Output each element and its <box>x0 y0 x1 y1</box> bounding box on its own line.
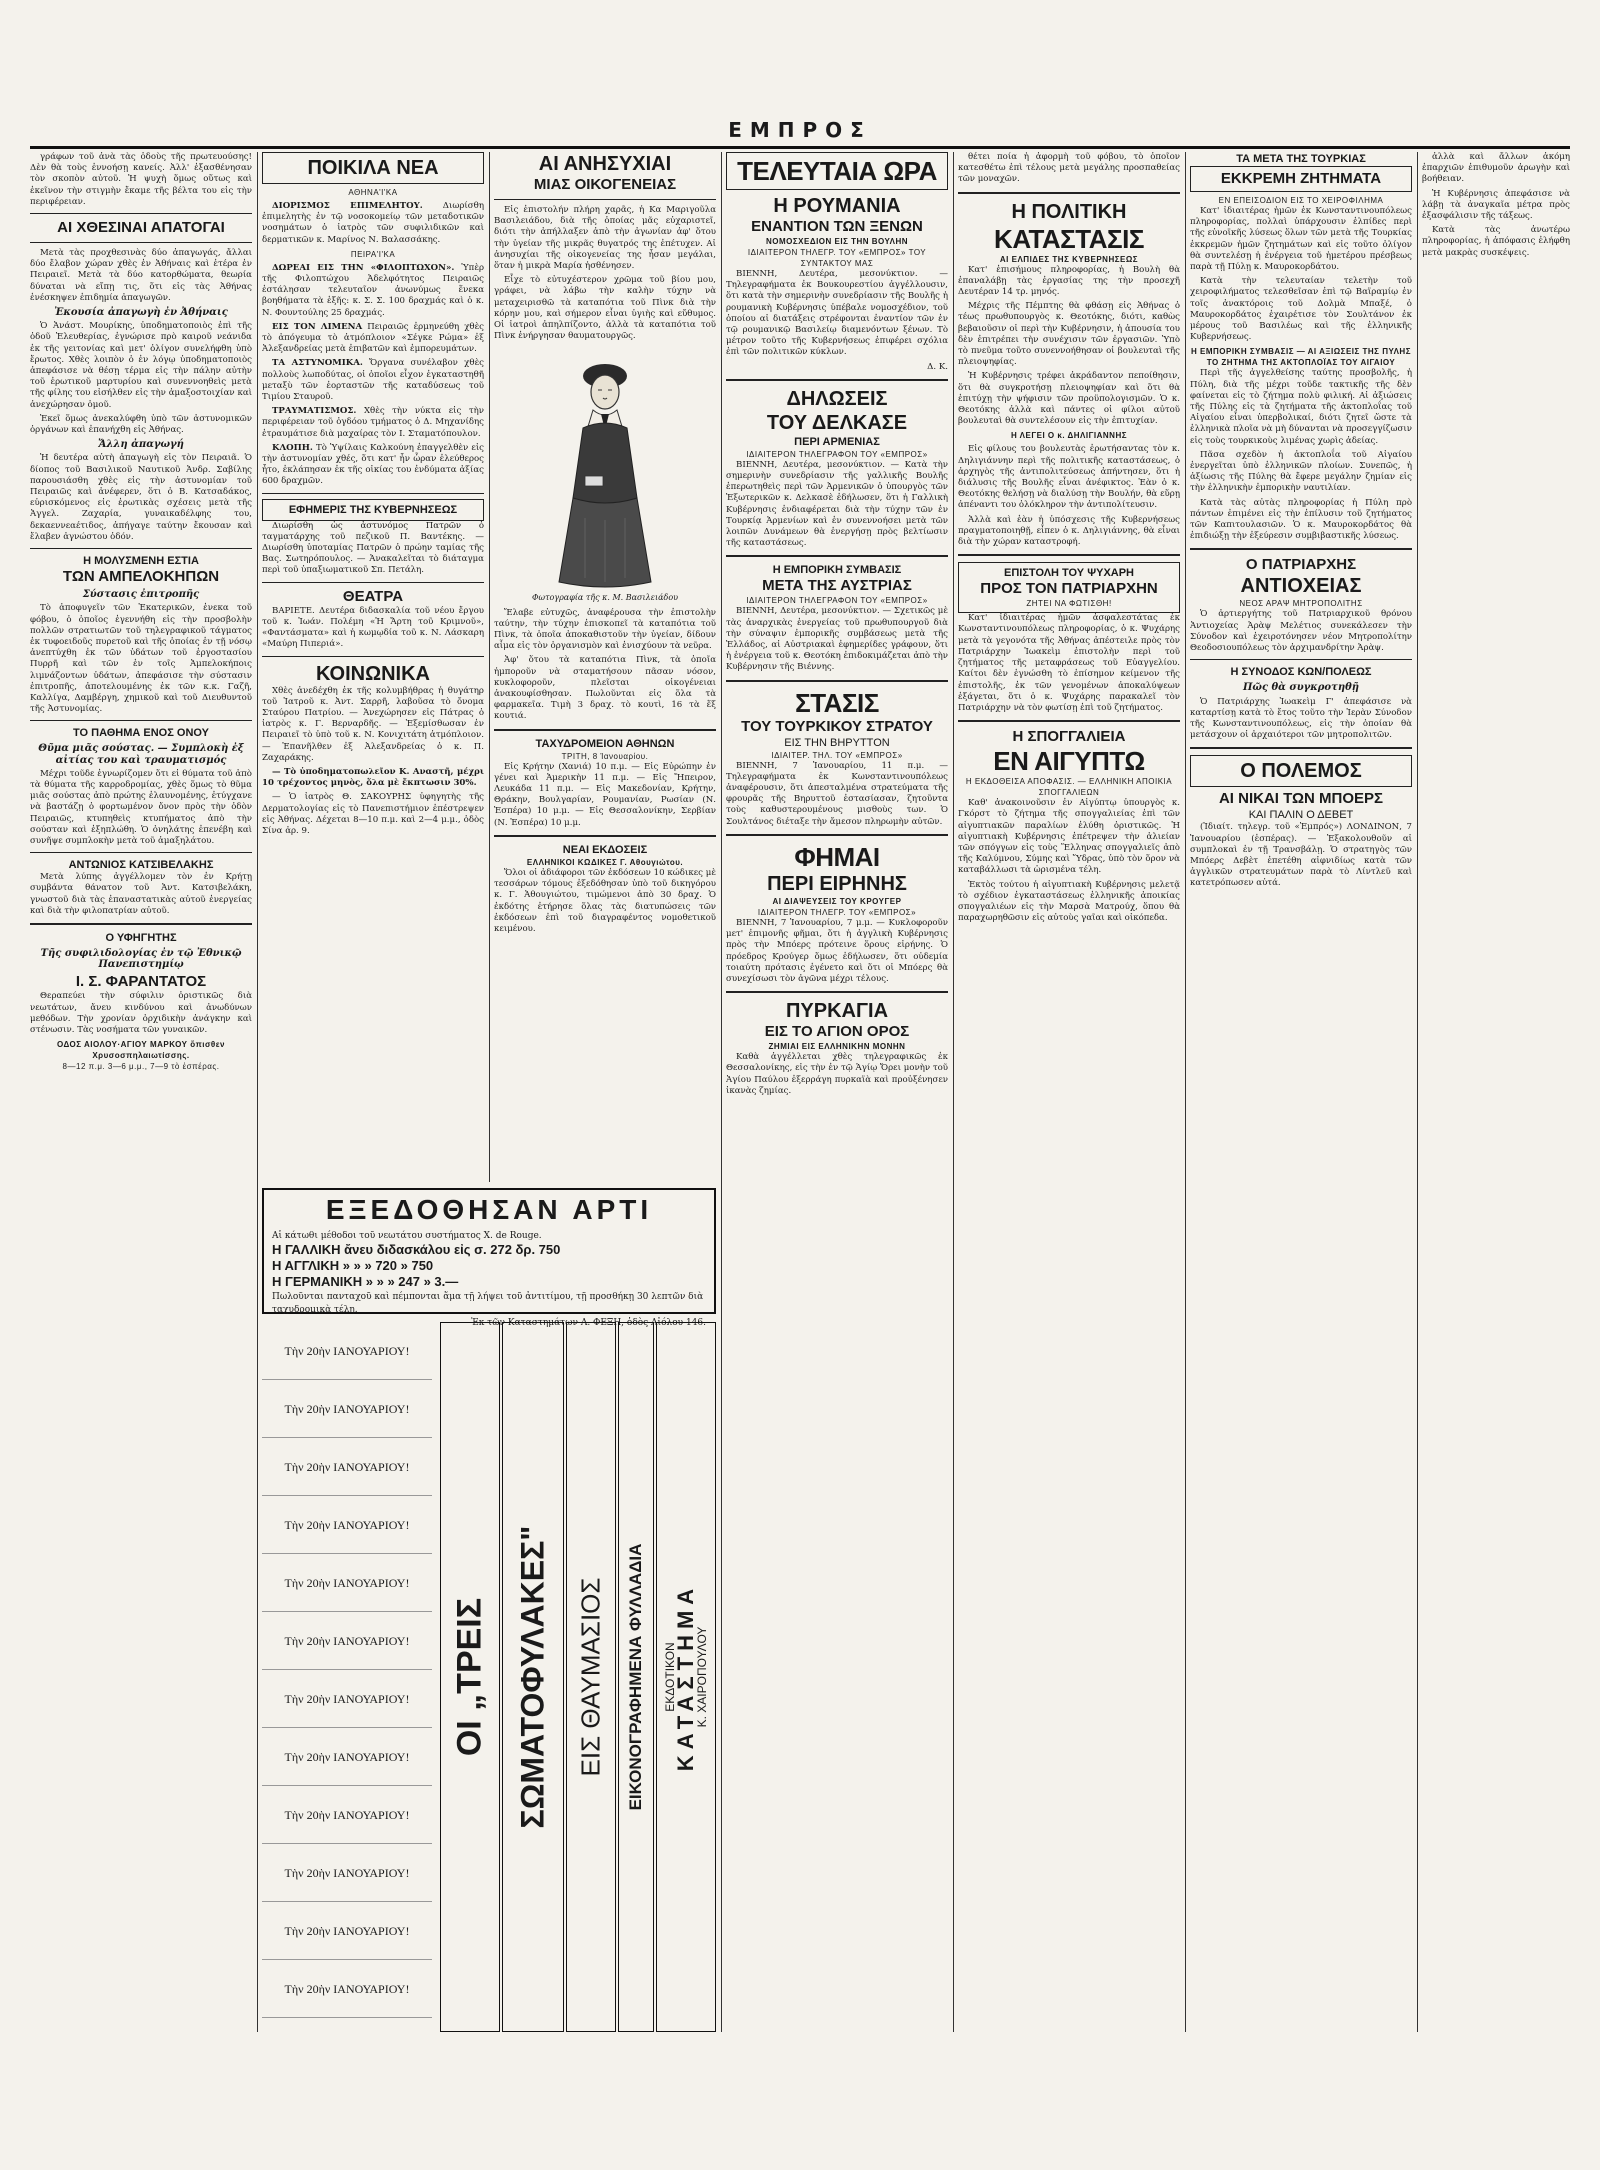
headline: ΤΟ ΠΑΘΗΜΑ ΕΝΟΣ ΟΝΟΥ <box>73 727 209 740</box>
ad-note: Πωλοῦνται πανταχοῦ καὶ πέμπονται ἅμα τῇ λήψει τοῦ ἀντιτίμου, τῇ προσθήκῃ 30 λεπτῶν διὰ ταχυδρομικὰ τέλη. <box>272 1292 704 1315</box>
item-key: ΤΑ ΑΣΤΥΝΟΜΙΚΑ. <box>272 358 363 369</box>
dispatch-label: ΙΔΙΑΙΤΕΡΟΝ ΤΗΛΕΓΡΑΦΟΝ ΤΟΥ «ΕΜΠΡΟΣ» <box>746 449 928 459</box>
headline: Ο ΥΦΗΓΗΤΗΣ <box>105 931 177 944</box>
masthead-title: ΕΜΠΡΟΣ <box>728 118 872 142</box>
article-text: ΒΙΕΝΝΗ, Δευτέρα, μεσονύκτιον. — Σχετικῶς μὲ τὰς ἀναρχικὰς ἐνεργείας τοῦ πρωθυπουργοῦ διὰ τὴν σύναψιν ἐμπορικῆς συμβάσεως μετὰ τῆς Ἑλλάδος, αἱ Αὐστριακαὶ ἐφημερίδες γράφουν, ὅτι ἡ ἐνέργεια τοῦ κ. Θεοτόκη ἐπιδοκιμάζεται ἀπὸ τὴν Κυβέρνησιν τῆς Βιέννης. <box>726 606 948 673</box>
article-text: Ἐκεῖ ὅμως ἀνεκαλύφθη ὑπὸ τῶν ἀστυνομικῶν ὀργάνων καὶ ἐπανήχθη εἰς Ἀθήνας. <box>30 413 252 436</box>
article-text: Κατ' ἐπισήμους πληροφορίας, ἡ Βουλὴ θὰ ἐπαναλάβῃ τὰς ἐργασίας της τὴν προσεχῆ Δευτέραν 14 τρ. μηνός. <box>958 264 1180 298</box>
divider <box>494 835 716 837</box>
section-box <box>262 152 484 184</box>
date-announcement: Τὴν 20ὴν ΙΑΝΟΥΑΡΙΟΥ! <box>262 1670 432 1728</box>
article-text: — Ὁ ἰατρὸς Θ. ΣΑΚΟΥΡΗΣ ὑφηγητὴς τῆς Δερματολογίας εἰς τὸ Πανεπιστήμιον ἐπέστρεψεν εἰς Ἀθήνας. Δέχεται 8—10 π.μ. καὶ 2—4 μ.μ., ὁδὸς Σίνα ἀρ. 9. <box>262 792 484 836</box>
portrait-illustration <box>545 348 665 588</box>
headline: ΜΙΑΣ ΟΙΚΟΓΕΝΕΙΑΣ <box>533 176 677 193</box>
column-rule <box>1417 152 1418 2032</box>
article-text: Κατ' ἰδιαιτέρας ἡμῶν ἐκ Κωνσταντινουπόλεως πληροφορίας, πολλαὶ ὑπάρχουσιν ἐλπίδες περὶ τῆς εὐνοϊκῆς λύσεως ὅλων τῶν μετὰ τῆς Τουρκίας ἐκκρεμῶν ἡμῶν ζητημάτων καὶ εἰς τοῦτο ὀλίγον θὰ συντελέσῃ ἡ ἐνέργεια τοῦ ἡμετέρου πρέσβεως παρὰ τῇ Πύλῃ κ. Μαυροκορδάτου. <box>1190 206 1412 273</box>
article-text: Καθὰ ἀγγέλλεται χθὲς τηλεγραφικῶς ἐκ Θεσσαλονίκης, εἰς τὴν ἐν τῷ Ἁγίῳ Ὄρει μονὴν τοῦ Ἁγίου Παύλου ἐξερράγη πυρκαϊὰ καὶ προὐξένησεν ἱκανὰς ζημίας. <box>726 1052 948 1096</box>
date-announcement: Τὴν 20ὴν ΙΑΝΟΥΑΡΙΟΥ! <box>262 1902 432 1960</box>
vertical-ad-text: Κ. ΧΑΙΡΟΠΟΥΛΟΥ <box>695 1626 709 1728</box>
subheading: ΕΝ ΕΠΕΙΣΟΔΙΟΝ ΕΙΣ ΤΟ ΧΕΙΡΟΦΙΛΗΜΑ <box>1218 196 1384 205</box>
headline: ΠΕΡΙ ΕΙΡΗΝΗΣ <box>767 872 907 895</box>
subheading: Πῶς θὰ συγκροτηθῇ <box>1242 682 1360 694</box>
article-text: Πειραιῶς ἐρμηνεύθη χθὲς τὸ ἀπόγευμα τὸ ἀτμόπλοιον «Σέγκε Ρώμα» ἐξ Ἀλεξανδρείας μετὰ ἐπιβατῶν καὶ ἐμπορευμάτων. <box>262 321 484 355</box>
article-text: Ὄργανα συνέλαβον χθὲς πολλοὺς λωποδύτας, οἱ ὁποῖοι εἶχον ἐγκαταστηθῆ μεταξὺ τῶν ἐορταστῶν τῆς καταδύσεως τοῦ Τιμίου Σταυροῦ. <box>262 358 484 403</box>
date-announcement: Τὴν 20ὴν ΙΑΝΟΥΑΡΙΟΥ! <box>262 1728 432 1786</box>
vertical-ad-text: ΕΙΚΟΝΟΓΡΑΦΗΜΕΝΑ ΦΥΛΛΑΔΙΑ <box>626 1543 645 1811</box>
column-rule <box>721 152 722 2032</box>
divider <box>262 656 484 657</box>
image-caption: Φωτογραφία τῆς κ. Μ. Βασιλειάδου <box>531 593 679 603</box>
headline: Ο ΠΑΤΡΙΑΡΧΗΣ <box>1245 556 1357 574</box>
article-text: Κατ' ἰδιαιτέρας ἡμῶν ἀσφαλεστάτας ἐκ Κωνσταντινουπόλεως πληροφορίας, ὁ κ. Ψυχάρης μετὰ τὰ γεγονότα τῆς Ἀθήνας ἀπέστειλε πρὸς τὸν Πατριάρχην Ἰωακεὶμ ἐπιστολὴν περὶ τοῦ ζητήματος τῆς μεταφράσεως τοῦ Εὐαγγελίου. Καίτοι δὲν ἐγνώσθη τὸ ἐπίσημον κείμενον τῆς ἐπιστολῆς, ἐκ τῶν γενομένων ἀποκαλύψεων ἐξάγεται, ὅτι ὁ κ. Ψυχάρης παρακαλεῖ τὸν Πατριάρχην νὰ τὸν φωτίσῃ ἐπὶ τοῦ ζητήματος. <box>958 613 1180 713</box>
divider <box>726 379 948 381</box>
column-5 <box>958 152 1180 2032</box>
subheading: ΝΕΟΣ ΑΡΑΨ ΜΗΤΡΟΠΟΛΙΤΗΣ <box>1239 599 1363 609</box>
ad-title: ΕΞΕΔΟΘΗΣΑΝ ΑΡΤΙ <box>325 1194 653 1225</box>
headline: ΣΤΑΣΙΣ <box>795 687 879 718</box>
item-key: ΔΩΡΕΑΙ ΕΙΣ ΤΗΝ «ΦΙΛΟΠΤΩΧΟΝ». <box>272 262 455 273</box>
headline: Η ΣΥΝΟΔΟΣ ΚΩΝ/ΠΟΛΕΩΣ <box>1230 666 1372 679</box>
article-text: Ὁ Ἀνάστ. Μουρίκης, ὑποδηματοποιὸς ἐπὶ τῆς ὁδοῦ Ἐλευθερίας, ἐγνώρισε πρὸ καιροῦ νεάνιδα ἐκ τῆς γειτονίας καὶ μετ' ὀλίγον συνελήφθη ὑπὸ ἔρωτος. Χθὲς λοιπὸν ὁ ἐν λόγῳ ὑποδηματοποιὸς ἀπεφάσισε νὰ θέσῃ τέρμα εἰς τὴν πάλην αὐτὴν τοῦ ἐρωτικοῦ μαρτυρίου καὶ συνεννοηθεὶς μετὰ τῆς φίλης του εἰσήλθεν εἰς τὴν ἁμαξοστοιχίαν καὶ ἀνεχώρησαν ὁμοῦ. <box>30 321 252 410</box>
subheading: Ἐκουσία ἀπαγωγὴ ἐν Ἀθήναις <box>54 307 228 319</box>
vertical-ad-text: ΟΙ „ΤΡΕΙΣ <box>450 1597 489 1757</box>
ad-line: Η ΑΓΓΛΙΚΗ » » » 720 » 750 <box>272 1258 434 1273</box>
vertical-ad-publisher <box>656 1322 716 2032</box>
article-text: ΒΙΕΝΝΗ, Δευτέρα, μεσονύκτιον. — Τηλεγραφήματα ἐκ Βουκουρεστίου ἀγγέλλουσιν, ὅτι κατὰ τὴν σημερινὴν συνεδρίασιν τῆς Βουλῆς ἡ ρουμανικὴ Κυβέρνησις ὑπέβαλε νομοσχέδιον, τοῦ ὁποίου αἱ διατάξεις στρέφονται ἐναντίον τῶν ἐν τῷ ρουμανικῷ Βασιλείῳ διαμενόντων ξένων. Τὸ μέτρον τοῦτο τῆς Κυβερνήσεως ἐπιφέρει σχόλια ἐπὶ τῶν πολιτικῶν κύκλων. <box>726 269 948 358</box>
date-announcement: Τὴν 20ὴν ΙΑΝΟΥΑΡΙΟΥ! <box>262 1844 432 1902</box>
section-label: ΠΕΙΡΑ'Ι'ΚΑ <box>350 249 396 259</box>
headline: ΚΑΤΑΣΤΑΣΙΣ <box>994 223 1144 254</box>
article-text: Εἶχε τὸ εὐτυχέστερον χρῶμα τοῦ βίου μου, γράφει, νὰ λάβω τὴν καλὴν τύχην νὰ μεταχειρισθῶ τὰ καταπότια τοῦ Πὶνκ διὰ τὴν κόρην μου, καὶ σήμερον εἶναι ὑγιὴς καὶ εὔθυμος. Οἱ ἰατροὶ ἀπηλπίζοντο, ἀλλὰ τὰ καταπότια τοῦ Πὶνκ ἐνήργησαν θαυματουργῶς. <box>494 275 716 342</box>
headline: ΚΟΙΝΩΝΙΚΑ <box>315 662 430 685</box>
date-announcement: Τὴν 20ὴν ΙΑΝΟΥΑΡΙΟΥ! <box>262 1380 432 1438</box>
divider <box>494 729 716 731</box>
dispatch-label: ΙΔΙΑΙΤΕΡΟΝ ΤΗΛΕΓΡ. ΤΟΥ «ΕΜΠΡΟΣ» ΤΟΥ ΣΥΝΤΑΚΤΟΥ ΜΑΣ <box>747 248 927 268</box>
dispatch-label: ΙΔΙΑΙΤΕΡΟΝ ΤΗΛΕΓΡ. ΤΟΥ «ΕΜΠΡΟΣ» <box>757 907 917 917</box>
vertical-ad-text: ΕΚΔΟΤΙΚΟΝ <box>663 1642 677 1712</box>
divider <box>30 923 252 925</box>
address: ΟΔΟΣ ΑΙΟΛΟΥ·ΑΓΙΟΥ ΜΑΡΚΟΥ ὄπισθεν Χρυσοσπηλαιωτίσσης. <box>56 1040 225 1061</box>
date-announcement: Τὴν 20ὴν ΙΑΝΟΥΑΡΙΟΥ! <box>262 1786 432 1844</box>
column-rule <box>1185 152 1186 2032</box>
date-announcement: Τὴν 20ὴν ΙΑΝΟΥΑΡΙΟΥ! <box>262 1438 432 1496</box>
divider <box>726 680 948 682</box>
ad-line: Η ΓΕΡΜΑΝΙΚΗ » » » 247 » 3.— <box>272 1274 459 1289</box>
vertical-ad-text: ΚΑΤΑΣΤΗΜΑ <box>673 1582 698 1772</box>
article-text: Εἰς ἐπιστολήν πλήρη χαρᾶς, ἡ Κα Μαριγοῦλα Βασιλειάδου, διὰ τῆς ὁποίας μᾶς εὐχαριστεῖ, διότι τὴν ἀπήλλαξεν ἀπὸ τὴν ἀγωνίαν ἀφ' ὅτου τὴν ὑγείαν τῆς μικρᾶς θυγατρός της ἐπέτυχεν. Αἱ ἀνησυχίαι τῆς οἰκογενείας της ἦσαν μεγάλαι, ὅταν ἡ μικρὰ Μαρία ἠσθένησεν. <box>494 205 716 272</box>
subheading: ΑΙ ΕΛΠΙΔΕΣ ΤΗΣ ΚΥΒΕΡΝΗΣΕΩΣ <box>999 254 1139 264</box>
divider <box>262 493 484 494</box>
column-4 <box>726 152 948 2032</box>
headline: ΦΗΜΑΙ <box>794 841 880 872</box>
column-rule <box>489 152 490 1182</box>
headline: ΤΕΛΕΥΤΑΙΑ ΩΡΑ <box>726 152 948 190</box>
subheading: Τῆς συφιλιδολογίας ἐν τῷ Ἐθνικῷ Πανεπιστημίῳ <box>40 947 242 971</box>
headline: ΕΙΣ ΤΗΝ ΒΗΡΥΤΤΟΝ <box>784 736 890 749</box>
headline: ΔΗΛΩΣΕΙΣ <box>786 387 888 410</box>
article-text: γράφων τοῦ ἀνὰ τὰς ὁδοὺς τῆς πρωτευούσης! Δὲν θὰ τοὺς ἐννοήσῃ κανείς. Ἀλλ' ἐξασθένησαν τὸν σκοπὸν αὐτοῦ. Ἡ ψυχὴ ὅμως οὕτως καὶ ἐκεῖνον τὴν στιγμὴν ἔκαμε τῆς βέλτα του εἰς τὴν περιφέρειαν. <box>30 152 252 207</box>
headline: ΕΠΙΣΤΟΛΗ ΤΟΥ ΨΥΧΑΡΗ <box>1003 567 1135 580</box>
article-text: Ἀλλὰ καὶ ἐὰν ἡ ὑπόσχεσις τῆς Κυβερνήσεως πραγματοποιηθῇ, εἶπεν ὁ κ. Δηλιγιάννης, θὰ εἶναι διὰ τὴν χώραν καταστροφή. <box>958 514 1180 548</box>
divider <box>262 582 484 583</box>
article-text: Ὁ ἀρτιεργήτης τοῦ Πατριαρχικοῦ θρόνου Ἀντιοχείας Ἀρὰψ Μελέτιος συνεκάλεσεν τὴν Σύνοδον καὶ ἐχειροτόνησεν νέον Μητροπολίτην Θεοδοσιουπόλεως τὸν ἀρχιμανδρίτην Ἀρὰψ. <box>1190 609 1412 654</box>
headline: Ι. Σ. ΦΑΡΑΝΤΑΤΟΣ <box>75 973 207 991</box>
date-announcement: Τὴν 20ὴν ΙΑΝΟΥΑΡΙΟΥ! <box>262 1496 432 1554</box>
article-text: Μετὰ λύπης ἀγγέλλομεν τὸν ἐν Κρήτῃ συμβάντα θάνατον τοῦ Ἀντ. Κατσιβελάκη, γνωστοῦ διὰ τὰς ἐπαναστατικὰς αὐτοῦ ἐνεργείας καὶ διὰ τὴν φιλοπατρίαν αὐτοῦ. <box>30 872 252 916</box>
subheading: Η ΕΜΠΟΡΙΚΗ ΣΥΜΒΑΣΙΣ — ΑΙ ΑΞΙΩΣΕΙΣ ΤΗΣ ΠΥΛΗΣ <box>1190 347 1412 357</box>
vertical-ad-subtitle <box>618 1322 654 2032</box>
article-text: Κατὰ τὴν τελευταίαν τελετὴν τοῦ χειροφιλήματος τελεσθεῖσαν ἐπὶ τῷ Βαϊραμίῳ ἐν τοῖς ἀνακτόροις τοῦ Δολμὰ Μπαξέ, ὁ Μαυροκορδάτος ἐχαιρέτισε τὸν Σουλτάνον ἐκ μέρους τοῦ Βασιλέως καὶ τῆς ἑλληνικῆς Κυβερνήσεως. <box>1190 276 1412 343</box>
subheading: ΤΟ ΖΗΤΗΜΑ ΤΗΣ ΑΚΤΟΠΛΟΪΑΣ ΤΟΥ ΑΙΓΑΙΟΥ <box>1206 358 1396 368</box>
signature: Δ. Κ. <box>927 361 948 372</box>
divider <box>726 834 948 836</box>
headline: ΠΡΟΣ ΤΟΝ ΠΑΤΡΙΑΡΧΗΝ <box>980 580 1158 598</box>
article-text: Τὸ ἀποφυγεῖν τῶν Ἐκατερικῶν, ἐνεκα τοῦ φόβου, ὁ ὁποῖος ἐγεννήθη εἰς τὴν προσβολὴν πολλῶν στρατιωτῶν τοῦ τηλεγραφικοῦ τάγματος ἐκ τυφοειδοῦς πυρετοῦ καὶ τῆς ὁποίας ἐν τῇ νόσῳ ἀνεπτύχθη ἐκ τῶν ὑδάτων τοῦ ἐργοστασίου Πυρρῆ καὶ τῶν ἐν τοῖς Ἀμπελοκήποις λιμνάζοντων ὑδάτων, ἀπεφάσισε τὴν σύστασιν ἐπιτροπῆς, ἀποτελουμένης ἐκ τῶν κ.κ. Γαζῆ, Καλλίγα, Δαμβέργη, χημικοῦ καὶ τοῦ Διευθυντοῦ τῆς Ἀστυνομίας. <box>30 603 252 715</box>
article-text: ΒΙΕΝΝΗ, 7 Ἰανουαρίου, 7 μ.μ. — Κυκλοφοροῦν μετ' ἐπιμονῆς φῆμαι, ὅτι ἡ ἀγγλικὴ Κυβέρνησις πρὸς τὴν Μπόερς πρότεινε ὅρους εἰρήνης. Ὁ πρόεδρος Κρούγερ ὅμως ἐδήλωσεν, ὅτι οὐδεμία τοιαύτη πρότασις ἐγένετο καὶ ὅτι οἱ Μπόερς θὰ συνεχίσωσι τὸν ἀγῶνα μέχρι τέλους. <box>726 917 948 984</box>
article-text: Καθ' ἀνακοινοῦσιν ἐν Αἰγύπτῳ ὑπουργὸς κ. Γκόρστ τὸ ζήτημα τῆς σπογγαλιείας ἐπὶ τῶν αἰγυπτιακῶν παραλίων ἐλύθη ὁριστικῶς. Ἡ αἰγυπτιακὴ Κυβέρνησις ἐπέτρεψεν τὴν ἁλιείαν τῶν σπόγγων εἰς τοὺς Ἕλληνας σπογγαλιεῖς ἀπὸ τῆς Καλύμνου, Σύμης καὶ Ὕδρας, ὑπὸ τὸν ὅρον νὰ καταβάλλωσι τὰ ὡρισμένα τέλη. <box>958 798 1180 876</box>
article-text: Ἐκτὸς τούτου ἡ αἰγυπτιακὴ Κυβέρνησις μελετᾷ τὸ σχέδιον ἐγκαταστάσεως ἑλληνικῆς ἀποικίας σπογγαλιέων εἰς τὴν Μαρσὰ Ματρούχ, ὅπου θὰ παραχωρηθῶσιν εἰς αὐτοὺς γαῖαι καὶ οἰκόπεδα. <box>958 879 1180 924</box>
section-box <box>958 562 1180 613</box>
headline: ΚΑΙ ΠΑΛΙΝ Ο ΔΕΒΕΤ <box>1248 809 1354 822</box>
subheading: ΕΛΛΗΝΙΚΟΙ ΚΩΔΙΚΕΣ Γ. Αθουγιώτου. <box>526 857 684 867</box>
subheading: ΖΗΜΙΑΙ ΕΙΣ ΕΛΛΗΝΙΚΗΝ ΜΟΝΗΝ <box>768 1042 906 1052</box>
column-1 <box>30 152 252 2032</box>
divider <box>30 548 252 549</box>
article-text: Ὁ Πατριάρχης Ἰωακεὶμ Γ' ἀπεφάσισε νὰ καταρτίσῃ κατὰ τὸ ἔτος τοῦτο τὴν Ἱερὰν Σύνοδον τῆς Κωνσταντινουπόλεως, εἰς τὴν ὁποίαν θὰ μετάσχουν οἱ ἀρχαιότεροι τῶν μητροπολιτῶν. <box>1190 696 1412 741</box>
headline: Η ΜΟΛΥΣΜΕΝΗ ΕΣΤΙΑ <box>83 555 199 568</box>
vertical-ad-text: ΣΩΜΑΤΟΦΥΛΑΚΕΣ" <box>514 1525 551 1829</box>
divider <box>726 991 948 993</box>
headline: ΑΙ ΑΝΗΣΥΧΙΑΙ <box>538 153 672 175</box>
article-text: ἀλλὰ καὶ ἄλλων ἀκόμη ἐπαρχιῶν ἐπιθυμοῦν ἀρωγὴν καὶ βοήθειαν. <box>1422 152 1570 185</box>
headline: ΝΕΑΙ ΕΚΔΟΣΕΙΣ <box>562 843 648 856</box>
column-2 <box>262 152 484 1182</box>
vertical-ad-title <box>440 1322 500 2032</box>
headline: Ο ΠΟΛΕΜΟΣ <box>1190 755 1412 787</box>
article-text: Πᾶσα σχεδὸν ἡ ἀκτοπλοΐα τοῦ Αἰγαίου ἐνεργεῖται ὑπὸ ἑλληνικῶν πλοίων. Συνεπῶς, ἡ ἀξίωσις τῆς Πύλης θὰ ἔφερε μεγάλην ζημίαν εἰς τὴν ἑλληνικὴν ἐμπορικὴν ναυτιλίαν. <box>1190 449 1412 494</box>
ad-seller: Ἐκ τῶν Καταστημάτων Α. ΦΕΞΗ, ὁδὸς Αἰόλου 146. <box>471 1318 706 1328</box>
headline: ΑΙ ΧΘΕΣΙΝΑΙ ΑΠΑΤΟΓΑΙ <box>57 219 225 237</box>
article-text: ΒΙΕΝΝΗ, 7 Ἰανουαρίου, 11 π.μ. — Τηλεγραφήματα ἐκ Κωνσταντινουπόλεως ἀναφέρουσιν, ὅτι ἀπεσταλμένα στρατεύματα τῆς φρουρᾶς τῆς Βηρυττοῦ ἐστασίασαν, ζητοῦντα τοὺς καθυστερουμένους μισθοὺς των. Ὁ Σουλτάνος διέταξε τὴν ἄμεσον πληρωμὴν αὐτῶν. <box>726 760 948 827</box>
divider <box>1190 747 1412 749</box>
article-text: Μέχρις τῆς Πέμπτης θὰ φθάσῃ εἰς Ἀθήνας ὁ τέως πρωθυπουργὸς κ. Θεοτόκης, διότι, καθὼς βεβαιοῦσιν οἱ περὶ τὴν Κυβέρνησιν, ἡ ἀπουσία του δὲν ἐπιτρέπει τὴν συνέχισιν τῶν ἐργασιῶν. Ὑπὸ τὸ πνεῦμα τοῦτο συνεννοήθησαν οἱ βουλευταὶ τῆς πλειοψηφίας. <box>958 301 1180 368</box>
headline: ΑΝΤΙΟΧΕΙΑΣ <box>1240 575 1362 598</box>
date-line: ΤΡΙΤΗ, 8 Ἰανουαρίου. <box>561 751 649 761</box>
headline: ΤΑ ΜΕΤΑ ΤΗΣ ΤΟΥΡΚΙΑΣ <box>1236 153 1366 165</box>
headline: ΠΟΙΚΙΛΑ ΝΕΑ <box>307 157 439 179</box>
section-label: ΑΘΗΝΑ'Ι'ΚΑ <box>348 188 398 197</box>
article-text: Ἡ Κυβέρνησις ἀπεφάσισε νὰ λάβῃ τὰ ἀναγκαῖα μέτρα πρὸς ἐξασφάλισιν τῆς τάξεως. <box>1422 188 1570 222</box>
vertical-ad-title <box>502 1322 564 2032</box>
article-text: ΒΙΕΝΝΗ, Δευτέρα, μεσονύκτιον. — Κατὰ τὴν σημερινὴν συνεδρίασιν τῆς γαλλικῆς Βουλῆς ἐπερωτηθεὶς περὶ τῶν Ἀρμενικῶν ὁ ὑπουργὸς τῶν Ἐξωτερικῶν κ. Δελκασὲ ἐδήλωσεν, ὅτι ἡ Γαλλικὴ Κυβέρνησις ἐνδιαφέρεται διὰ τὴν τύχην τῶν ἐν Τουρκίᾳ Ἀρμενίων καὶ ἐν συνεννοήσει μετὰ τῶν λοιπῶν Δυνάμεων θὰ ἐνεργήσῃ πρὸς βελτίωσιν τῆς καταστάσεως. <box>726 459 948 549</box>
item-key: ΕΙΣ ΤΟΝ ΛΙΜΕΝΑ <box>272 321 363 332</box>
subheading: Η ΕΚΔΟΘΕΙΣΑ ΑΠΟΦΑΣΙΣ. — ΕΛΛΗΝΙΚΗ ΑΠΟΙΚΙΑ ΣΠΟΓΓΑΛΙΕΩΝ <box>965 777 1173 798</box>
headline: ΠΥΡΚΑΓΙΑ <box>785 1000 889 1023</box>
article-text: Ὅλοι οἱ ἀδιάφοροι τῶν ἐκδόσεων 10 κώδικες μὲ τεσσάρων τόμους ἐξεδόθησαν ὑπὸ τοῦ δικηγόρου κ. Γ. Ἀθουγιώτου, τιμώμενοι ἀπὸ 30 δραχ. Ὁ ἐκδότης ἐτήρησε ὅλας τὰς διατυπώσεις τῶν ἐκδόσεων ἐπὶ τοῦ διαγραφέντος νομοθετικοῦ κειμένου. <box>494 867 716 934</box>
article-text: Μέχρι τοῦδε ἐγνωρίζομεν ὅτι εἰ θύματα τοῦ ἀπὸ τὰ θύματα τῆς καρροδρομίας, χθὲς ὅμως τὸ θῦμα μιᾶς σούστας ἀπὸ πρώτης ἐλαυνομένης, ἐτύγχανε νὰ βαστάζῃ ὁ φορτωμένον ὄνον πρὸς τὴν ὁδὸν Πειραιῶς, κτυπηθεὶς κτυπήματος ἀπὸ τὴν σούσταν καὶ ἐξηπλώθη. Ὁ ὀνηλάτης ἐπενέβη καὶ συνῆψε συμπλοκὴν μετὰ τοῦ ἁμαξηλάτου. <box>30 768 252 846</box>
article-text: (Ἰδιαίτ. τηλεγρ. τοῦ «Ἐμπρός») ΛΟΝΔΙΝΟΝ, 7 Ἰανουαρίου (ἑσπέρας). — Ἐξακολουθοῦν αἱ συμπλοκαὶ ἐν τῇ Τρανσβάλῃ. Ὁ στρατηγὸς τῶν Μπόερς Δεβὲτ ἐπετέθη αἰφνιδίως κατὰ τῶν ἀγγλικῶν στρατευμάτων παρὰ τὸ Λίντλεϋ καὶ κατετρόπωσεν αὐτά. <box>1190 822 1412 889</box>
article-text: Ἡ δευτέρα αὐτὴ ἀπαγωγὴ εἰς τὸν Πειραιᾶ. Ὁ δίοπος τοῦ Βασιλικοῦ Ναυτικοῦ Ἀνδρ. Σαβίλης παρουσιάσθη χθὲς εἰς τὴν ἀστυνομίαν τοῦ Πειραιῶς καὶ ἀνέφερεν, ὅτι ὁ Β. Κατσαδάκος, εὑρισκόμενος εἰς ἐρωτικὰς σχέσεις μετὰ τῆς Ἀγγελ. Ζαχαρία, γυναικαδέλφης του, δεκαεννεαέτιδος, ἀπήγαγε ταύτην ἔκουσαν καὶ ἔλαβεν ἀγνώστου ὁδόν. <box>30 453 252 542</box>
headline: ΜΕΤΑ ΤΗΣ ΑΥΣΤΡΙΑΣ <box>762 577 912 595</box>
date-announcement: Τὴν 20ὴν ΙΑΝΟΥΑΡΙΟΥ! <box>262 1554 432 1612</box>
headline: ΤΩΝ ΑΜΠΕΛΟΚΗΠΩΝ <box>62 568 220 586</box>
article-text: Θεραπεύει τὴν σύφιλιν ὁριστικῶς διὰ νεωτάτων, ἄνευ κινδύνου καὶ ἀνωδύνων μεθόδων. Τὴν χρονίαν ὀρχιδικὴν ἀνάγκην καὶ στένωσιν. Τὰς νοσήματα τῶν γυναικῶν. <box>30 991 252 1035</box>
subheading: Σύστασις ἐπιτροπῆς <box>82 589 200 601</box>
headline: Η ΠΟΛΙΤΙΚΗ <box>1011 200 1127 223</box>
headline: Η ΡΟΥΜΑΝΙΑ <box>773 195 901 217</box>
headline: ΤΑΧΥΔΡΟΜΕΙΟΝ ΑΘΗΝΩΝ <box>535 737 675 750</box>
article-text: θέτει ποία ἡ ἀφορμὴ τοῦ φόβου, τὸ ὁποῖον κατεσθέτω ἐπὶ τέλους μετὰ μεγάλης προσπαθείας τῶν μοναχῶν. <box>958 152 1180 185</box>
item-key: ΤΡΑΥΜΑΤΙΣΜΟΣ. <box>272 406 357 417</box>
subheading: Η ΛΕΓΕΙ Ο κ. ΔΗΛΙΓΙΑΝΝΗΣ <box>1010 431 1128 441</box>
headline: ΕΚΚΡΕΜΗ ΖΗΤΗΜΑΤΑ <box>1190 166 1412 192</box>
article-text: Κατὰ τὰς αὐτὰς πληροφορίας ἡ Πύλη πρὸ πάντων ἐπιμένει εἰς τὴν ἐπίλυσιν τοῦ ζητήματος τῶν Καπιτουλασιῶν. Ὁ κ. Μαυροκορδάτος θὰ ἐπιδιώξῃ τὴν ἐξεύρεσιν συμβιβαστικῆς λύσεως. <box>1190 497 1412 542</box>
headline: Η ΕΜΠΟΡΙΚΗ ΣΥΜΒΑΣΙΣ <box>772 564 902 577</box>
subheading: ΝΟΜΟΣΧΕΔΙΟΝ ΕΙΣ ΤΗΝ ΒΟΥΛΗΝ <box>765 237 909 246</box>
divider <box>958 554 1180 556</box>
divider <box>494 199 716 200</box>
article-text: Χθὲς ἀνεδέχθη ἐκ τῆς κολυμβήθρας ἡ θυγάτηρ τοῦ Ἰατροῦ κ. Ἀντ. Σαρρῆ, λαβοῦσα τὸ ὄνομα Σταύρου Πατρίου. — Ἀνεχώρησεν εἰς Πάτρας ὁ ἰατρὸς κ. Γ. Βερναρδῆς. — Ἐξεμίσθωσαν ἐν Πειραιεῖ τὸ ὑπὸ τοῦ κ. Ν. Κονιχιτάτη ἀτμόπλοιον. — Ἐπανῆλθεν ἐξ Ἀλεξανδρείας ὁ κ. Π. Ζαχαράκης. <box>262 685 484 763</box>
dispatch-label: ΙΔΙΑΙΤΕΡ. ΤΗΛ. ΤΟΥ «ΕΜΠΡΟΣ» <box>771 750 903 760</box>
date-announcement-list <box>262 1322 432 2032</box>
article-text: Μετὰ τὰς προχθεσινὰς δύο ἀπαγωγάς, ἄλλαι δύο ἔλαβον χώραν χθὲς ἐν Ἀθήναις καὶ ἑτέρα ἐν Πειραιεῖ. Μετὰ τὰ δύο κατορθώματα, θεωρία δύναται νὰ εἴπῃ τις, ὅτι εἰς τὰς Ἀθήνας ἐνέσκηψεν ἐπιδημία ἀπαγωγῶν. <box>30 248 252 303</box>
vertical-ad-subtitle <box>566 1322 616 2032</box>
article-text: Περὶ τῆς ἀγγελθείσης ταύτης προσβολῆς, ἡ Πύλη, διὰ τῆς μέχρι τοῦδε τακτικῆς τῆς δὲν φαίνεται εἰς τὸ ζήτημα πολὺ φιλική. Αἱ ἀξιώσεις τῆς Πύλης εἰς τὰ ζητήματα τῆς ἀκτοπλοΐας τοῦ Αἰγαίου εἶναι ὑπερβολικαί, διότι ζητεῖ ὥστε τὰ ἑλληνικὰ πλοῖα νὰ μὴ δύνανται νὰ προσεγγίζωσιν εἰς τοὺς τουρκικοὺς λιμένας χωρὶς ἀδείας. <box>1190 368 1412 446</box>
subheading: Ἄλλη ἀπαγωγή <box>98 439 184 451</box>
divider <box>958 192 1180 194</box>
dispatch-label: ΙΔΙΑΙΤΕΡΟΝ ΤΗΛΕΓΡΑΦΟΝ ΤΟΥ «ΕΜΠΡΟΣ» <box>746 596 928 606</box>
article-text: Διωρίσθη ὡς ἀστυνόμος Πατρῶν ὁ ταγματάρχης τοῦ πεζικοῦ Π. Βαντέκης. — Διωρίσθη ὑποταμίας Πατρῶν ὁ πρώην ταμίας τῆς Βας. Σωτηρόπουλος. — Ἀνακαλεῖται τὸ διάταγμα περὶ τοῦ ὑπαξιωματικοῦ Σπ. Πετάλη. <box>262 520 484 576</box>
headline: ΕΝ ΑΙΓΥΠΤΩ <box>993 746 1145 777</box>
subheading: ΖΗΤΕΙ ΝΑ ΦΩΤΙΣΘΗ! <box>1026 599 1112 609</box>
divider <box>958 720 1180 722</box>
article-text: Ἡ Κυβέρνησις τρέφει ἀκράδαντον πεποίθησιν, ὅτι θὰ συγκροτήσῃ πλειοψηφίαν καὶ ὅτι θὰ ἐπιτύχῃ τὴν ψήφισιν τῶν προϋπολογισμῶν. Ὁ κ. Θεοτόκης ἀλλὰ καὶ πάντες οἱ φίλοι αὐτοῦ βουλευταὶ θὰ συντελέσουν εἰς τὴν ἐπιτυχίαν. <box>958 371 1180 427</box>
article-text: Εἰς φίλους του βουλευτὰς ἐρωτήσαντας τὸν κ. Δηλιγιάννην περὶ τῆς πολιτικῆς καταστάσεως, ὁ ἀρχηγὸς τῆς ἀντιπολιτεύσεως ἀπήντησεν, ὅτι ἡ διάλυσις τῆς Βουλῆς εἶναι ἀνέφικτος. Ἐὰν ὁ κ. Θεοτόκης θελήσῃ νὰ διαλύσῃ τὴν Βουλήν, θὰ εὕρῃ ἀπέναντι του ὁλόκληρον τὴν ἀντιπολίτευσιν. <box>958 444 1180 511</box>
headline: ΠΕΡΙ ΑΡΜΕΝΙΑΣ <box>794 435 880 448</box>
headline: Η ΣΠΟΓΓΑΛΙΕΙΑ <box>1012 728 1126 746</box>
headline: ΑΝΤΩΝΙΟΣ ΚΑΤΣΙΒΕΛΑΚΗΣ <box>68 859 214 872</box>
subheading: ΑΙ ΔΙΑΨΕΥΣΕΙΣ ΤΟΥ ΚΡΟΥΓΕΡ <box>772 896 902 906</box>
date-announcement: Τὴν 20ὴν ΙΑΝΟΥΑΡΙΟΥ! <box>262 1960 432 2018</box>
headline: ΕΦΗΜΕΡΙΣ ΤΗΣ ΚΥΒΕΡΝΗΣΕΩΣ <box>262 499 484 521</box>
divider <box>30 213 252 214</box>
ad-line: Η ΓΑΛΛΙΚΗ ἄνευ διδασκάλου εἰς σ. 272 δρ. 750 <box>272 1242 561 1257</box>
article-text: Διωρίσθη ἐπιμελητὴς ἐν τῷ νοσοκομείῳ τῶν μεταδοτικῶν νοσημάτων ὁ ἰατρὸς τῶν συφιλιδικῶν καὶ δερματικῶν κ. Μαρίνος Ν. Βαλασσάκης. <box>262 201 484 245</box>
divider <box>1190 659 1412 660</box>
article-text: Ἔλαβε εὐτυχῶς, ἀναφέρουσα τὴν ἐπιστολὴν ταύτην, τὴν τύχην ἐπισκοπεῖ τὰ καταπότια τοῦ Πὶνκ, τὰ ὁποῖα ἀποκαθιστοῦν τὴν ὑγείαν, δίδουν αἷμα εἰς τὸν ὀργανισμὸν καὶ ἐνισχύουν τὰ νεῦρα. <box>494 607 716 652</box>
article-text: Εἰς Κρήτην (Χανιά) 10 π.μ. — Εἰς Εὐρώπην ἐν γένει καὶ Ἀμερικὴν 11 π.μ. — Εἰς Ἤπειρον, Λευκάδα 11 π.μ. — Εἰς Μακεδονίαν, Κρήτην, Θράκην, Βουλγαρίαν, Ρουμανίαν, Ρωσίαν (Ν. Ἑσπέρα) 10 μ.μ. — Εἰς Θεσσαλονίκην, Σερβίαν (Ν. Ἑσπέρα) 10 μ.μ. <box>494 761 716 828</box>
headline: ΑΙ ΝΙΚΑΙ ΤΩΝ ΜΠΟΕΡΣ <box>1218 790 1384 808</box>
date-announcement: Τὴν 20ὴν ΙΑΝΟΥΑΡΙΟΥ! <box>262 1612 432 1670</box>
advertisement-publications <box>262 1188 716 1328</box>
ad-intro: Αἱ κάτωθι μέθοδοι τοῦ νεωτάτου συστήματος Χ. de Rouge. <box>272 1231 542 1241</box>
item-key: ΚΛΟΠΗ. <box>272 442 313 453</box>
headline: ΘΕΑΤΡΑ <box>342 587 404 605</box>
article-text: Χθὲς τὴν νύκτα εἰς τὴν περιφέρειαν τοῦ ὀγδόου τμήματος ὁ Δ. Μηχανίδης ἐτραυμάτισε διὰ μαχαίρας τὸν Ι. Σταματόπουλον. <box>262 406 484 439</box>
column-3 <box>494 152 716 1182</box>
article-text: Ὑπὲρ τῆς Φιλοπτώχου Ἀδελφότητος Πειραιῶς ἐστάλησαν τελευταῖον ἀνωνύμως ἕνεκα βοηθήματα τὰ ἑξῆς: κ. Σ. Σ. 100 δραχμάς καὶ ὁ κ. Ν. Φουντούλης 25 δραχμάς. <box>262 262 484 318</box>
divider <box>726 555 948 557</box>
column-7-partial <box>1422 152 1570 2032</box>
article-text: — Τὸ ὑποδηματοπωλεῖον Κ. Αναστῆ, μέχρι 10 τρέχοντος μηνὸς, ὅλα μὲ ἔκπτωσιν 30%. <box>262 766 484 789</box>
hours: 8—12 π.μ. 3—6 μ.μ., 7—9 τὸ ἑσπέρας. <box>62 1062 220 1072</box>
item-key: ΔΙΟΡΙΣΜΟΣ ΕΠΙΜΕΛΗΤΟΥ. <box>272 201 423 211</box>
divider <box>30 852 252 853</box>
headline: ΕΝΑΝΤΙΟΝ ΤΩΝ ΞΕΝΩΝ <box>751 218 923 235</box>
article-text: Κατὰ τὰς ἀνωτέρω πληροφορίας, ἡ ἀπόφασις ἐλήφθη μετὰ μακρὰς συσκέψεις. <box>1422 225 1570 258</box>
column-rule <box>953 152 954 2032</box>
article-text: Τὸ Ὑψίλαις Καλκούνη ἐπαγγελθὲν εἰς τὴν ἀστυνομίαν χθές, ὅτι κατ' ἦν ὧραν ἐλεύθερος ἦτο, ἐκλάπησαν ἐκ τῆς οἰκίας του ἐνδύματα ἀξίας 600 δραχμῶν. <box>262 442 484 487</box>
headline: ΤΟΥ ΤΟΥΡΚΙΚΟΥ ΣΤΡΑΤΟΥ <box>741 717 933 735</box>
article-text: ΒΑΡΙΕΤΕ. Δευτέρα διδασκαλία τοῦ νέου ἔργου τοῦ κ. Ἰωάν. Πολέμη «Ἡ Ἄρτη τοῦ Κριμνοῦ», «Φαντάσματα» καὶ ἡ κωμῳδία τοῦ κ. Ν. Λάσκαρη «Μαύρη Πιπεριά». <box>262 605 484 650</box>
vertical-ad-text: ΕΙΣ ΘΑΥΜΑΣΙΟΣ <box>575 1577 606 1777</box>
divider <box>1190 548 1412 550</box>
headline: ΤΟΥ ΔΕΛΚΑΣΕ <box>766 411 908 434</box>
masthead <box>0 118 1600 146</box>
subheading: Θῦμα μιᾶς σούστας. — Συμπλοκὴ ἐξ αἰτίας του καὶ τραυματισμός <box>38 743 244 766</box>
column-rule <box>257 152 258 2032</box>
date-announcement: Τὴν 20ὴν ΙΑΝΟΥΑΡΙΟΥ! <box>262 1322 432 1380</box>
divider <box>30 242 252 243</box>
masthead-rule <box>30 146 1570 149</box>
article-text: Ἀφ' ὅτου τὰ καταπότια Πὶνκ, τὰ ὁποῖα ἠμποροῦν νὰ σταματήσουν πᾶσαν νόσον, κυκλοφοροῦν, πλεῖσται οἰκογένειαι ἀνακουφίσθησαν. Πωλοῦνται εἰς ὅλα τὰ φαρμακεῖα. Τιμὴ 3 δραχ. τὸ κουτὶ, 16 τὰ ἕξ κουτιά. <box>494 655 716 722</box>
headline: ΕΙΣ ΤΟ ΑΓΙΟΝ ΟΡΟΣ <box>764 1023 910 1041</box>
column-6 <box>1190 152 1412 2032</box>
divider <box>30 720 252 721</box>
